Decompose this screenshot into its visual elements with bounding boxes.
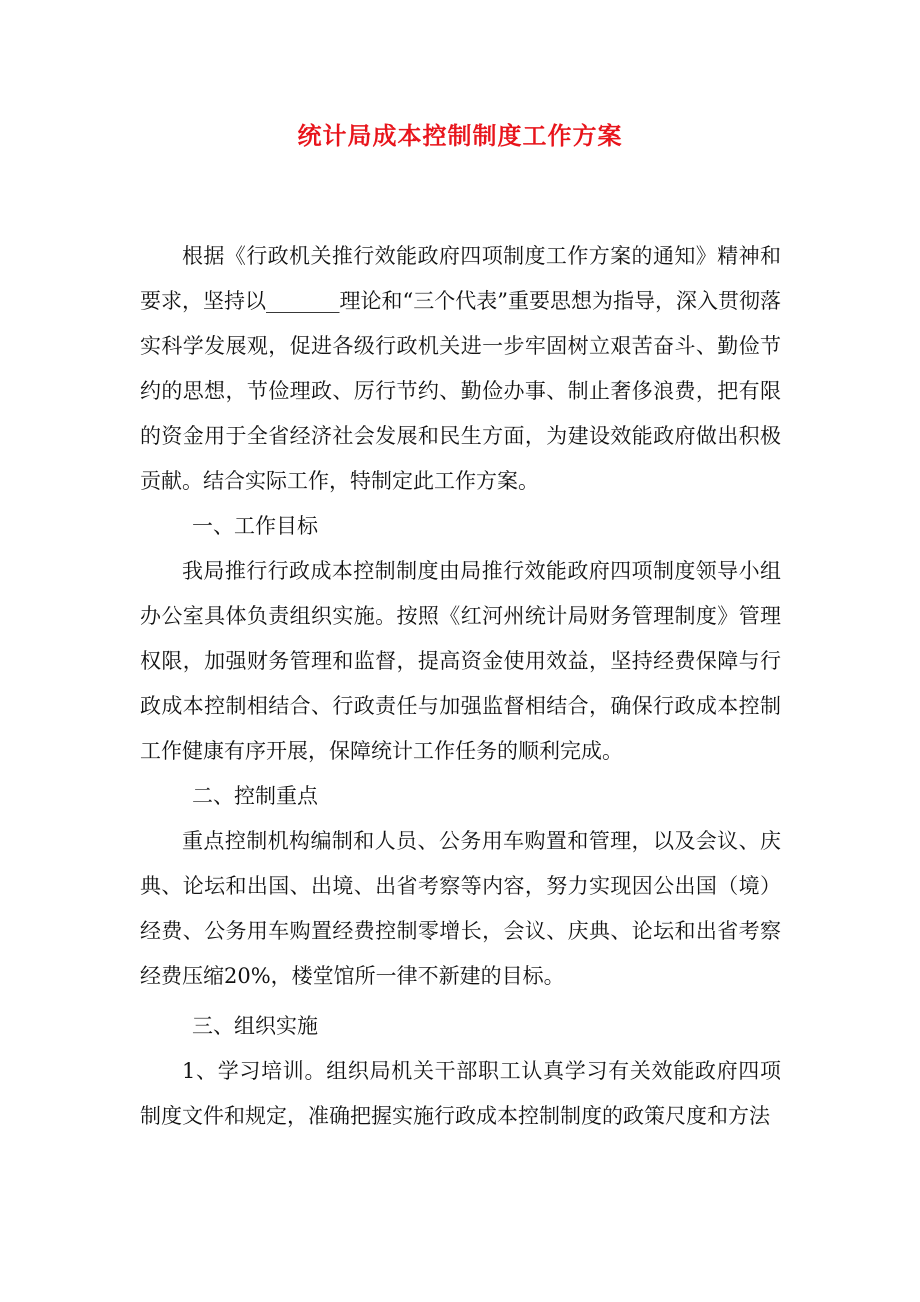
section-paragraph-control-focus: 重点控制机构编制和人员、公务用车购置和管理，以及会议、庆典、论坛和出国、出境、出省考察等内容，努力实现因公出国（境）经费、公务用车购置经费控制零增长，会议、庆典、论坛和出省考察经费压缩20%，楼堂馆所一律不新建的目标。: [140, 829, 781, 988]
document-title: 统计局成本控制制度工作方案: [297, 121, 623, 150]
section-heading-goals: 一、工作目标: [192, 514, 318, 538]
intro-paragraph: 根据《行政机关推行效能政府四项制度工作方案的通知》精神和要求，坚持以_______理论和“三个代表”重要思想为指导，深入贯彻落实科学发展观，促进各级行政机关进一步牢固树立艰苦奋斗、勤俭节约的思想，节俭理政、厉行节约、勤俭办事、制止奢侈浪费，把有限的资金用于全省经济社会发展和民生方面，为建设效能政府做出积极贡献。结合实际工作，特制定此工作方案。: [140, 244, 781, 493]
section-heading-control-focus: 二、控制重点: [192, 784, 318, 808]
section-heading-implementation: 三、组织实施: [192, 1014, 318, 1038]
document-body: [140, 234, 781, 1139]
section-paragraph-training: 1、学习培训。组织局机关干部职工认真学习有关效能政府四项制度文件和规定，准确把握实施行政成本控制制度的政策尺度和方法: [140, 1059, 781, 1128]
section-paragraph-goals: 我局推行行政成本控制制度由局推行效能政府四项制度领导小组办公室具体负责组织实施。按照《红河州统计局财务管理制度》管理权限，加强财务管理和监督，提高资金使用效益，坚持经费保障与行政成本控制相结合、行政责任与加强监督相结合，确保行政成本控制工作健康有序开展，保障统计工作任务的顺利完成。: [140, 559, 781, 763]
